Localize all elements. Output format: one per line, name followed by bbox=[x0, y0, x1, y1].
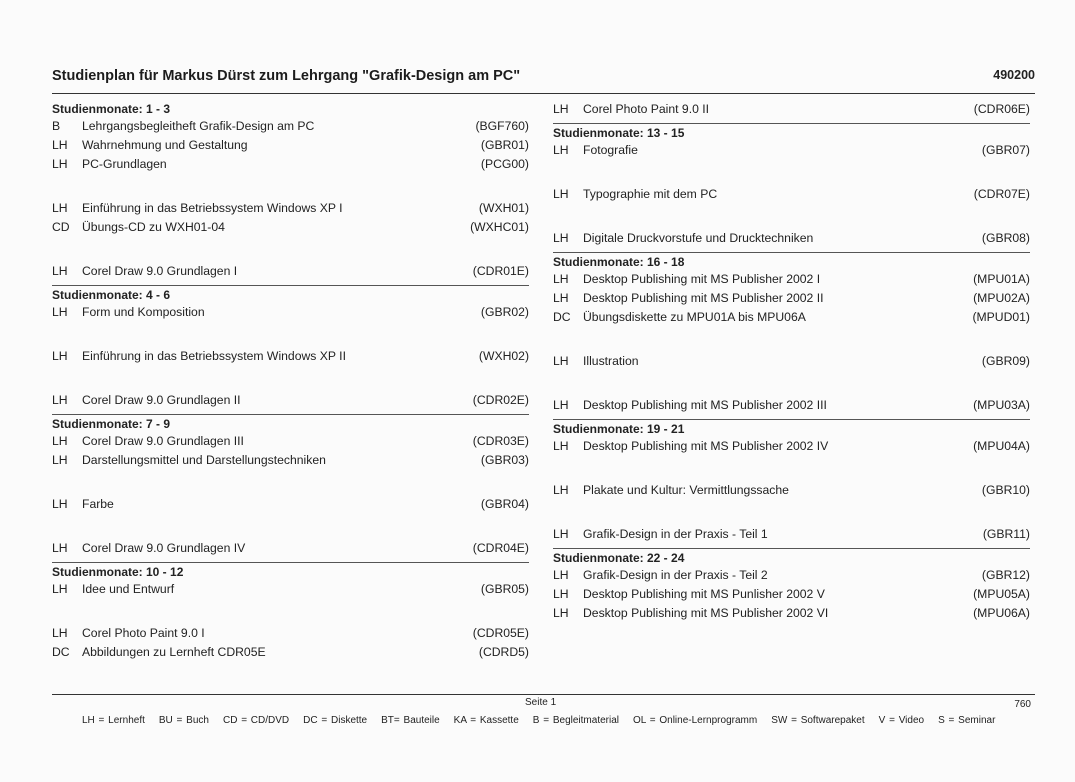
item-title: Desktop Publishing mit MS Punlisher 2002 V bbox=[583, 587, 825, 601]
item-code: (CDR02E) bbox=[472, 393, 529, 407]
item-code: (CDR03E) bbox=[472, 434, 529, 448]
course-item bbox=[553, 100, 1030, 119]
item-title: Farbe bbox=[82, 497, 114, 511]
item-title: Einführung in das Betriebssystem Windows XP I bbox=[82, 201, 343, 215]
legend-item: DC = Diskette bbox=[303, 715, 368, 726]
item-code: (GBR11) bbox=[982, 527, 1030, 541]
sheet-number: 760 bbox=[1014, 699, 1031, 710]
course-item bbox=[553, 525, 1030, 544]
item-title: Corel Draw 9.0 Grundlagen III bbox=[82, 434, 244, 448]
course-item bbox=[553, 396, 1030, 415]
right-column bbox=[553, 100, 1030, 623]
page-title: Studienplan für Markus Dürst zum Lehrgang "Grafik-Design am PC" bbox=[52, 68, 521, 84]
course-item bbox=[553, 352, 1030, 371]
legend-item: OL = Online-Lernprogramm bbox=[633, 715, 758, 726]
item-title: Lehrgangsbegleitheft Grafik-Design am PC bbox=[82, 119, 315, 133]
item-title: Digitale Druckvorstufe und Drucktechniken bbox=[583, 231, 814, 245]
item-code: (WXH01) bbox=[478, 201, 529, 215]
item-title: Grafik-Design in der Praxis - Teil 1 bbox=[583, 527, 768, 541]
item-code: (MPU02A) bbox=[973, 291, 1030, 305]
item-code: (CDR01E) bbox=[472, 264, 529, 278]
item-type: LH bbox=[553, 587, 569, 601]
item-type: LH bbox=[553, 231, 569, 245]
course-item bbox=[52, 432, 529, 451]
course-item bbox=[553, 437, 1030, 456]
legend-item: BU = Buch bbox=[158, 715, 209, 726]
item-type: DC bbox=[553, 310, 571, 324]
item-type: LH bbox=[553, 483, 569, 497]
course-item bbox=[553, 185, 1030, 204]
course-item bbox=[553, 481, 1030, 500]
course-item bbox=[553, 270, 1030, 289]
item-code: (GBR08) bbox=[981, 231, 1030, 245]
item-title: Corel Draw 9.0 Grundlagen IV bbox=[82, 541, 246, 555]
item-code: (GBR10) bbox=[981, 483, 1030, 497]
course-item bbox=[52, 117, 529, 136]
item-type: LH bbox=[52, 157, 68, 171]
course-item bbox=[52, 391, 529, 410]
item-code: (CDRD5) bbox=[478, 645, 529, 659]
item-title: Darstellungsmittel und Darstellungstechniken bbox=[82, 453, 326, 467]
course-item bbox=[52, 136, 529, 155]
section-divider bbox=[553, 419, 1030, 420]
course-item bbox=[52, 539, 529, 558]
item-code: (MPUD01) bbox=[972, 310, 1030, 324]
abbreviation-legend bbox=[82, 715, 1009, 726]
item-code: (WXH02) bbox=[478, 349, 529, 363]
item-type: LH bbox=[553, 527, 569, 541]
section-heading: Studienmonate: 16 - 18 bbox=[553, 255, 685, 269]
legend-item: S = Seminar bbox=[938, 715, 996, 726]
section-heading: Studienmonate: 10 - 12 bbox=[52, 565, 184, 579]
course-item bbox=[553, 289, 1030, 308]
item-title: Idee und Entwurf bbox=[82, 582, 175, 596]
item-title: Abbildungen zu Lernheft CDR05E bbox=[82, 645, 266, 659]
legend-item: B = Begleitmaterial bbox=[532, 715, 619, 726]
course-item bbox=[52, 451, 529, 470]
item-title: Corel Draw 9.0 Grundlagen I bbox=[82, 264, 238, 278]
item-type: LH bbox=[553, 272, 569, 286]
item-type: LH bbox=[52, 626, 68, 640]
legend-item: CD = CD/DVD bbox=[222, 715, 290, 726]
item-type: LH bbox=[553, 102, 569, 116]
item-title: Einführung in das Betriebssystem Windows XP II bbox=[82, 349, 346, 363]
section-divider bbox=[52, 562, 529, 563]
item-title: Corel Photo Paint 9.0 II bbox=[583, 102, 710, 116]
item-type: LH bbox=[52, 541, 68, 555]
section-heading: Studienmonate: 19 - 21 bbox=[553, 422, 685, 436]
item-code: (WXHC01) bbox=[470, 220, 529, 234]
course-item bbox=[52, 643, 529, 662]
course-item bbox=[52, 262, 529, 281]
section-divider bbox=[553, 123, 1030, 124]
item-type: LH bbox=[52, 264, 68, 278]
item-title: Übungs-CD zu WXH01-04 bbox=[82, 220, 225, 234]
course-item bbox=[553, 585, 1030, 604]
item-title: Übungsdiskette zu MPU01A bis MPU06A bbox=[583, 310, 806, 324]
section-divider bbox=[553, 252, 1030, 253]
item-type: LH bbox=[553, 439, 569, 453]
item-title: PC-Grundlagen bbox=[82, 157, 167, 171]
left-column bbox=[52, 100, 529, 662]
section-heading: Studienmonate: 7 - 9 bbox=[52, 417, 171, 431]
item-title: Desktop Publishing mit MS Publisher 2002 VI bbox=[583, 606, 829, 620]
item-type: LH bbox=[553, 291, 569, 305]
item-title: Desktop Publishing mit MS Publisher 2002 I bbox=[583, 272, 821, 286]
item-code: (CDR06E) bbox=[973, 102, 1030, 116]
course-item bbox=[52, 347, 529, 366]
item-code: (BGF760) bbox=[475, 119, 529, 133]
item-type: LH bbox=[52, 349, 68, 363]
item-type: LH bbox=[52, 201, 68, 215]
section-divider bbox=[52, 285, 529, 286]
course-item bbox=[52, 218, 529, 237]
item-type: B bbox=[52, 119, 61, 133]
course-item bbox=[52, 624, 529, 643]
course-item bbox=[553, 229, 1030, 248]
course-item bbox=[52, 495, 529, 514]
item-code: (GBR04) bbox=[480, 497, 529, 511]
legend-item: BT= Bauteile bbox=[381, 715, 440, 726]
item-code: (GBR01) bbox=[480, 138, 529, 152]
item-code: (MPU03A) bbox=[973, 398, 1030, 412]
item-title: Desktop Publishing mit MS Publisher 2002 II bbox=[583, 291, 824, 305]
item-type: LH bbox=[553, 143, 569, 157]
item-title: Grafik-Design in der Praxis - Teil 2 bbox=[583, 568, 768, 582]
legend-item: SW = Softwarepaket bbox=[771, 715, 865, 726]
page-number: Seite 1 bbox=[525, 697, 557, 708]
item-code: (CDR07E) bbox=[973, 187, 1030, 201]
item-title: Plakate und Kultur: Vermittlungssache bbox=[583, 483, 789, 497]
item-code: (CDR04E) bbox=[472, 541, 529, 555]
item-code: (MPU01A) bbox=[973, 272, 1030, 286]
item-type: LH bbox=[52, 434, 68, 448]
item-code: (MPU06A) bbox=[973, 606, 1030, 620]
item-type: LH bbox=[553, 606, 569, 620]
course-item bbox=[553, 141, 1030, 160]
section-divider bbox=[52, 414, 529, 415]
item-type: CD bbox=[52, 220, 70, 234]
item-code: (MPU04A) bbox=[973, 439, 1030, 453]
item-code: (GBR02) bbox=[480, 305, 529, 319]
legend-item: V = Video bbox=[878, 715, 925, 726]
legend-item: KA = Kassette bbox=[453, 715, 519, 726]
item-code: (GBR07) bbox=[981, 143, 1030, 157]
course-item bbox=[52, 155, 529, 174]
item-code: (GBR12) bbox=[981, 568, 1030, 582]
item-title: Typographie mit dem PC bbox=[583, 187, 718, 201]
section-heading: Studienmonate: 13 - 15 bbox=[553, 126, 685, 140]
item-type: LH bbox=[553, 187, 569, 201]
item-type: LH bbox=[52, 138, 68, 152]
course-item bbox=[553, 566, 1030, 585]
section-divider bbox=[553, 548, 1030, 549]
item-type: LH bbox=[52, 497, 68, 511]
item-type: LH bbox=[553, 568, 569, 582]
item-type: LH bbox=[553, 354, 569, 368]
item-code: (MPU05A) bbox=[973, 587, 1030, 601]
item-code: (GBR09) bbox=[981, 354, 1030, 368]
section-heading: Studienmonate: 22 - 24 bbox=[553, 551, 685, 565]
item-title: Corel Photo Paint 9.0 I bbox=[82, 626, 205, 640]
item-type: LH bbox=[52, 582, 68, 596]
item-code: (PCG00) bbox=[480, 157, 529, 171]
item-title: Corel Draw 9.0 Grundlagen II bbox=[82, 393, 241, 407]
course-item bbox=[52, 199, 529, 218]
item-title: Wahrnehmung und Gestaltung bbox=[82, 138, 248, 152]
item-type: LH bbox=[52, 453, 68, 467]
title-divider bbox=[52, 93, 1035, 94]
course-item bbox=[52, 303, 529, 322]
item-title: Fotografie bbox=[583, 143, 638, 157]
section-heading: Studienmonate: 1 - 3 bbox=[52, 102, 171, 116]
section-heading: Studienmonate: 4 - 6 bbox=[52, 288, 171, 302]
item-code: (CDR05E) bbox=[472, 626, 529, 640]
item-type: LH bbox=[52, 393, 68, 407]
item-type: DC bbox=[52, 645, 70, 659]
document-number: 490200 bbox=[993, 68, 1035, 82]
item-code: (GBR03) bbox=[480, 453, 529, 467]
footer-divider bbox=[52, 694, 1035, 695]
item-title: Illustration bbox=[583, 354, 639, 368]
item-type: LH bbox=[52, 305, 68, 319]
legend-item: LH = Lernheft bbox=[82, 715, 145, 726]
item-title: Form und Komposition bbox=[82, 305, 205, 319]
item-type: LH bbox=[553, 398, 569, 412]
course-item bbox=[52, 580, 529, 599]
item-code: (GBR05) bbox=[480, 582, 529, 596]
course-item bbox=[553, 308, 1030, 327]
item-title: Desktop Publishing mit MS Publisher 2002 IV bbox=[583, 439, 829, 453]
course-item bbox=[553, 604, 1030, 623]
item-title: Desktop Publishing mit MS Publisher 2002 III bbox=[583, 398, 827, 412]
